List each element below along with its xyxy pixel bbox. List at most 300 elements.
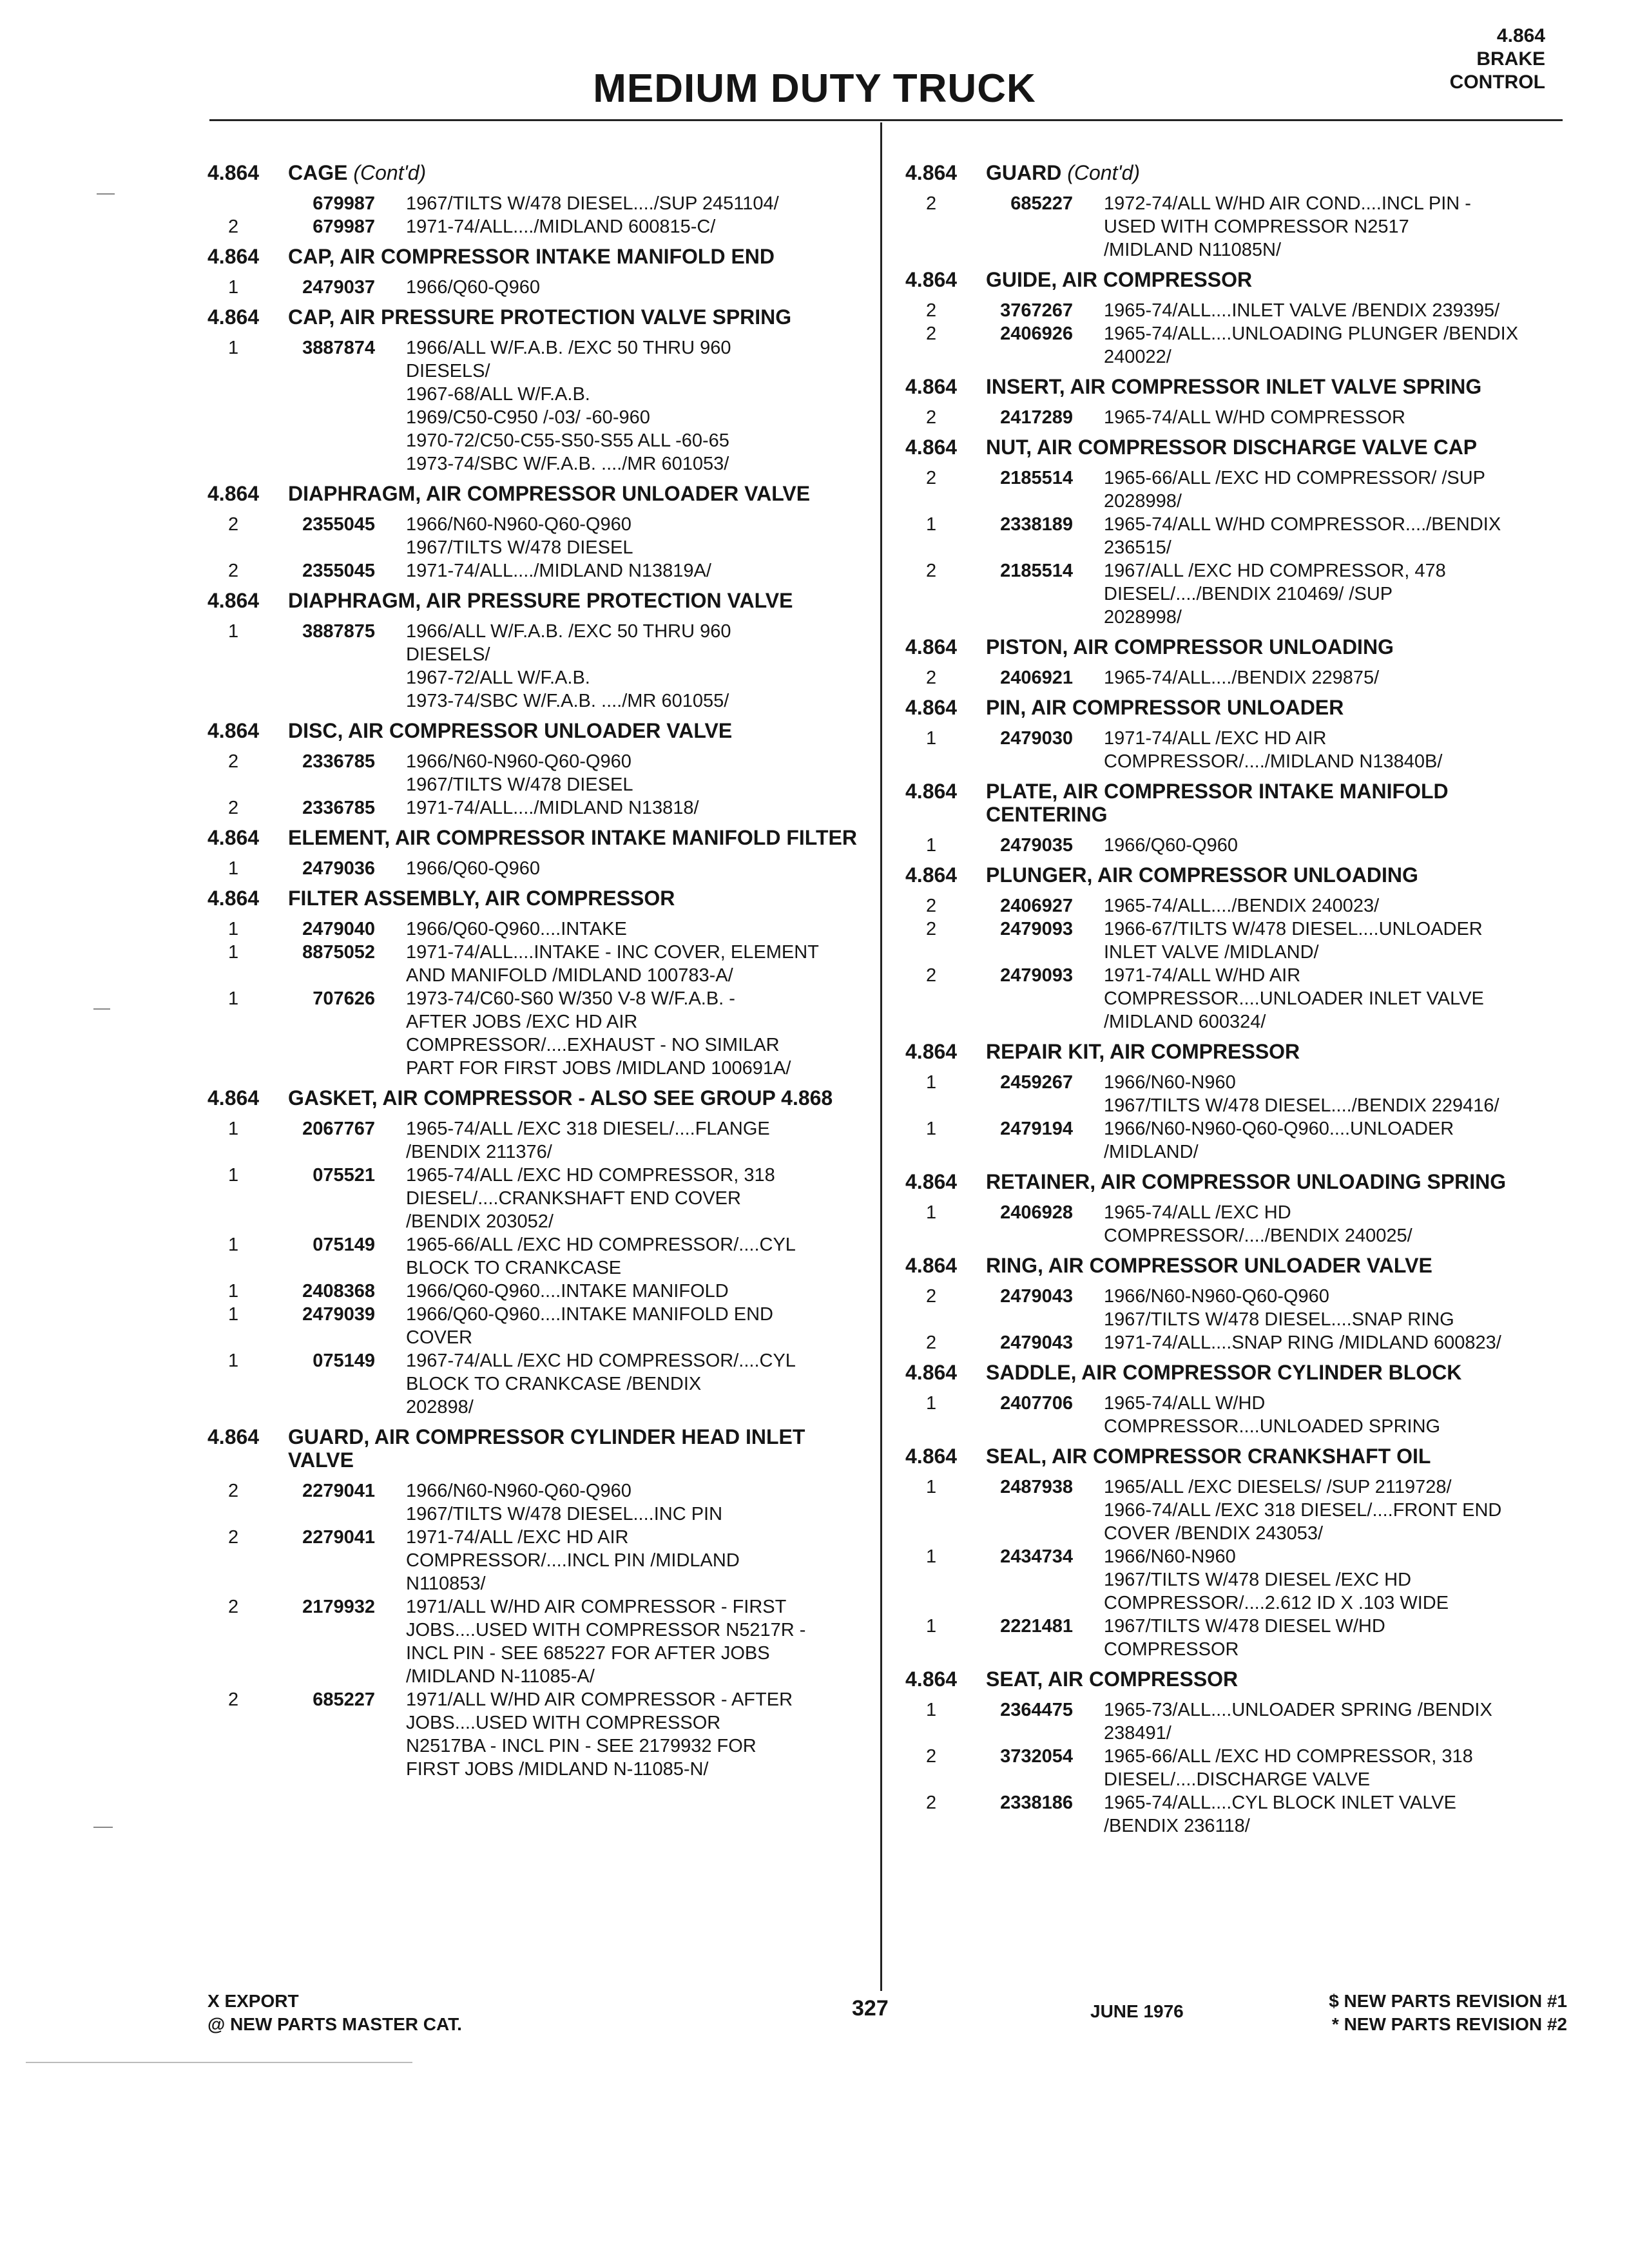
part-number: 2355045 xyxy=(302,514,375,535)
part-description: 1965-74/ALL..../BENDIX 240023/ xyxy=(1104,896,1380,916)
part-quantity: 1 xyxy=(926,1119,937,1139)
group-number: 4.864 xyxy=(207,161,260,184)
catalog-entry xyxy=(905,863,1563,1033)
part-number: 2406928 xyxy=(1000,1202,1073,1223)
part-row xyxy=(207,796,865,820)
part-quantity: 1 xyxy=(926,514,937,535)
part-quantity: 1 xyxy=(228,277,239,298)
part-number: 2336785 xyxy=(302,751,375,772)
part-description: 1965-66/ALL /EXC HD COMPRESSOR/ /SUP 2028998/ xyxy=(1104,468,1486,512)
part-description: 1965/ALL /EXC DIESELS/ /SUP 2119728/ 1966-74/ALL /EXC 318 DIESEL/....FRONT END COVER /BENDIX 243053/ xyxy=(1104,1477,1502,1544)
part-number: 2067767 xyxy=(302,1119,375,1139)
entry-heading xyxy=(905,375,1563,398)
group-number: 4.864 xyxy=(207,1086,260,1110)
part-row xyxy=(207,1164,865,1233)
part-quantity: 1 xyxy=(228,1350,239,1371)
entry-heading xyxy=(207,161,865,184)
part-description: 1965-74/ALL /EXC HD COMPRESSOR/..../BENDIX 240025/ xyxy=(1104,1202,1412,1246)
part-row xyxy=(905,894,1563,918)
part-description: 1971-74/ALL....SNAP RING /MIDLAND 600823/ xyxy=(1104,1332,1501,1353)
entry-title-wrap xyxy=(986,780,1563,826)
part-quantity: 2 xyxy=(926,668,937,688)
entry-heading xyxy=(905,436,1563,459)
part-quantity: 1 xyxy=(228,1281,239,1302)
part-quantity: 2 xyxy=(228,216,239,237)
part-row xyxy=(905,1475,1563,1545)
part-quantity: 1 xyxy=(926,1072,937,1093)
part-row xyxy=(207,1233,865,1280)
part-description: 1965-74/ALL W/HD COMPRESSOR xyxy=(1104,407,1405,428)
part-description: 1971-74/ALL /EXC HD AIR COMPRESSOR/..../MIDLAND N13840B/ xyxy=(1104,728,1443,772)
entry-title: CAP, AIR PRESSURE PROTECTION VALVE SPRING xyxy=(288,305,792,329)
catalog-entry xyxy=(207,161,865,238)
part-quantity: 1 xyxy=(926,728,937,749)
part-number: 2279041 xyxy=(302,1481,375,1501)
part-quantity: 2 xyxy=(926,300,937,321)
part-quantity: 1 xyxy=(228,1235,239,1255)
entry-title: REPAIR KIT, AIR COMPRESSOR xyxy=(986,1040,1300,1063)
entry-title: PLATE, AIR COMPRESSOR INTAKE MANIFOLD CENTERING xyxy=(986,780,1449,826)
part-description: 1973-74/C60-S60 W/350 V-8 W/F.A.B. - AFTER JOBS /EXC HD AIR COMPRESSOR/....EXHAUST - NO SIMILAR PART FOR FIRST JOBS /MIDLAND 100691A/ xyxy=(406,988,791,1079)
part-number: 2434734 xyxy=(1000,1546,1073,1567)
entry-title: GUIDE, AIR COMPRESSOR xyxy=(986,268,1253,291)
part-number: 2479036 xyxy=(302,858,375,879)
part-description: 1966-67/TILTS W/478 DIESEL....UNLOADER INLET VALVE /MIDLAND/ xyxy=(1104,919,1483,963)
entry-title: NUT, AIR COMPRESSOR DISCHARGE VALVE CAP xyxy=(986,436,1478,459)
left-column xyxy=(207,161,865,1787)
part-row xyxy=(905,322,1563,369)
part-number: 2406927 xyxy=(1000,896,1073,916)
catalog-entry xyxy=(207,1425,865,1781)
part-number: 2185514 xyxy=(1000,561,1073,581)
part-row xyxy=(905,964,1563,1033)
part-quantity: 2 xyxy=(926,1332,937,1353)
part-number: 2479037 xyxy=(302,277,375,298)
revision-2-note: * NEW PARTS REVISION #2 xyxy=(1331,2014,1567,2034)
part-quantity: 2 xyxy=(228,751,239,772)
part-description: 1966/N60-N960 1967/TILTS W/478 DIESEL /EXC HD COMPRESSOR/....2.612 ID X .103 WIDE xyxy=(1104,1546,1449,1613)
part-row xyxy=(207,336,865,476)
part-description: 1965-74/ALL....CYL BLOCK INLET VALVE /BENDIX 236118/ xyxy=(1104,1792,1456,1836)
entry-title: SADDLE, AIR COMPRESSOR CYLINDER BLOCK xyxy=(986,1361,1462,1384)
entry-title: GUARD xyxy=(986,161,1062,184)
entry-title-wrap xyxy=(986,696,1563,719)
revision-1-note: $ NEW PARTS REVISION #1 xyxy=(1329,1991,1567,2011)
entry-heading xyxy=(905,696,1563,719)
catalog-entry xyxy=(207,826,865,880)
entry-title-wrap xyxy=(288,161,865,184)
entry-title-wrap xyxy=(986,1254,1563,1277)
group-number: 4.864 xyxy=(905,696,958,719)
part-description: 1971-74/ALL W/HD AIR COMPRESSOR....UNLOADER INLET VALVE /MIDLAND 600324/ xyxy=(1104,965,1484,1032)
entry-heading xyxy=(905,863,1563,887)
part-description: 1966/Q60-Q960 xyxy=(406,277,540,298)
part-number: 2406926 xyxy=(1000,323,1073,344)
entry-title-wrap xyxy=(986,635,1563,658)
part-number: 707626 xyxy=(313,988,375,1009)
part-number: 2479040 xyxy=(302,919,375,939)
part-number: 3732054 xyxy=(1000,1746,1073,1767)
part-description: 1965-66/ALL /EXC HD COMPRESSOR/....CYL BLOCK TO CRANKCASE xyxy=(406,1235,796,1278)
part-row xyxy=(207,559,865,582)
entry-heading xyxy=(207,887,865,910)
entry-heading xyxy=(207,305,865,329)
part-row xyxy=(207,1280,865,1303)
part-description: 1966/Q60-Q960....INTAKE MANIFOLD END COVER xyxy=(406,1304,773,1348)
part-description: 1965-74/ALL....UNLOADING PLUNGER /BENDIX 240022/ xyxy=(1104,323,1519,367)
group-number: 4.864 xyxy=(207,589,260,612)
catalog-entry xyxy=(905,696,1563,773)
part-description: 1965-74/ALL W/HD COMPRESSOR..../BENDIX 236515/ xyxy=(1104,514,1501,558)
part-number: 2479194 xyxy=(1000,1119,1073,1139)
part-quantity: 1 xyxy=(228,919,239,939)
part-row xyxy=(905,666,1563,689)
group-number: 4.864 xyxy=(207,1425,260,1448)
part-description: 1966/Q60-Q960....INTAKE xyxy=(406,919,627,939)
page-footer xyxy=(207,1990,1567,2041)
part-quantity: 2 xyxy=(926,965,937,986)
part-number: 2417289 xyxy=(1000,407,1073,428)
part-number: 679987 xyxy=(313,216,375,237)
group-number: 4.864 xyxy=(207,887,260,910)
part-number: 2338189 xyxy=(1000,514,1073,535)
part-description: 1966/ALL W/F.A.B. /EXC 50 THRU 960 DIESELS/ 1967-68/ALL W/F.A.B. 1969/C50-C950 /-03/ -60-960 1970-72/C50-C55-S50-S55 ALL -60-65 1973-74/SBC W/F.A.B. ..../MR 601053/ xyxy=(406,338,731,474)
part-quantity: 2 xyxy=(926,1746,937,1767)
part-description: 1966/N60-N960-Q60-Q960 1967/TILTS W/478 DIESEL xyxy=(406,514,633,558)
catalog-entry xyxy=(207,719,865,820)
part-description: 1965-74/ALL W/HD COMPRESSOR....UNLOADED SPRING xyxy=(1104,1393,1441,1437)
part-row xyxy=(207,620,865,713)
part-row xyxy=(905,1392,1563,1438)
part-row xyxy=(905,1745,1563,1791)
entry-title-wrap xyxy=(288,305,865,329)
entry-title-wrap xyxy=(288,719,865,742)
entry-title: SEAL, AIR COMPRESSOR CRANKSHAFT OIL xyxy=(986,1445,1431,1468)
entry-title: ELEMENT, AIR COMPRESSOR INTAKE MANIFOLD FILTER xyxy=(288,826,857,849)
entry-title-wrap xyxy=(986,1361,1563,1384)
part-quantity: 1 xyxy=(926,1393,937,1414)
entry-heading xyxy=(905,1254,1563,1277)
entry-title-wrap xyxy=(986,1170,1563,1193)
part-number: 685227 xyxy=(313,1689,375,1710)
part-row xyxy=(905,559,1563,629)
catalog-entry xyxy=(207,245,865,299)
part-number: 2279041 xyxy=(302,1527,375,1548)
entry-heading xyxy=(207,1425,865,1472)
part-number: 2479035 xyxy=(1000,835,1073,856)
part-number: 3767267 xyxy=(1000,300,1073,321)
part-quantity: 1 xyxy=(926,1477,937,1497)
part-description: 1971/ALL W/HD AIR COMPRESSOR - FIRST JOBS....USED WITH COMPRESSOR N5217R - INCL PIN - SEE 685227 FOR AFTER JOBS /MIDLAND N-11085-A/ xyxy=(406,1597,806,1687)
entry-title: RING, AIR COMPRESSOR UNLOADER VALVE xyxy=(986,1254,1432,1277)
part-row xyxy=(207,276,865,299)
part-quantity: 2 xyxy=(926,468,937,488)
part-number: 2408368 xyxy=(302,1281,375,1302)
entry-title-wrap xyxy=(986,268,1563,291)
entry-title-wrap xyxy=(986,436,1563,459)
part-number: 075149 xyxy=(313,1350,375,1371)
part-number: 2185514 xyxy=(1000,468,1073,488)
part-number: 2221481 xyxy=(1000,1616,1073,1637)
entry-title: CAP, AIR COMPRESSOR INTAKE MANIFOLD END xyxy=(288,245,775,268)
entry-heading xyxy=(207,826,865,849)
publication-date: JUNE 1976 xyxy=(1090,2001,1184,2021)
entry-heading xyxy=(207,719,865,742)
group-number: 4.864 xyxy=(905,780,958,803)
part-description: 1965-74/ALL....INLET VALVE /BENDIX 239395/ xyxy=(1104,300,1500,321)
entry-title: INSERT, AIR COMPRESSOR INLET VALVE SPRING xyxy=(986,375,1482,398)
part-description: 1966/N60-N960-Q60-Q960 1967/TILTS W/478 DIESEL....INC PIN xyxy=(406,1481,723,1524)
part-quantity: 1 xyxy=(926,835,937,856)
part-quantity: 2 xyxy=(926,323,937,344)
group-number: 4.864 xyxy=(905,1667,958,1691)
part-quantity: 1 xyxy=(228,988,239,1009)
part-description: 1966/N60-N960-Q60-Q960....UNLOADER /MIDLAND/ xyxy=(1104,1119,1454,1162)
catalog-entry xyxy=(207,305,865,476)
part-quantity: 2 xyxy=(228,1689,239,1710)
part-number: 2487938 xyxy=(1000,1477,1073,1497)
scan-artifact xyxy=(93,1008,110,1010)
part-quantity: 1 xyxy=(228,1119,239,1139)
part-row xyxy=(207,941,865,987)
legend-master-cat: @ NEW PARTS MASTER CAT. xyxy=(207,2014,462,2034)
entry-heading xyxy=(905,1445,1563,1468)
part-row xyxy=(905,1331,1563,1354)
catalog-entry xyxy=(207,482,865,582)
part-row xyxy=(207,987,865,1080)
header-divider xyxy=(209,119,1563,121)
entry-title-wrap xyxy=(288,245,865,268)
entry-title: SEAT, AIR COMPRESSOR xyxy=(986,1667,1239,1691)
part-description: 1966/N60-N960-Q60-Q960 1967/TILTS W/478 DIESEL xyxy=(406,751,633,795)
group-number: 4.864 xyxy=(905,1254,958,1277)
part-quantity: 1 xyxy=(228,338,239,358)
part-row xyxy=(905,1791,1563,1838)
catalog-entry xyxy=(905,780,1563,857)
entry-title: DISC, AIR COMPRESSOR UNLOADER VALVE xyxy=(288,719,733,742)
footer-legend xyxy=(207,1990,462,2036)
part-number: 075149 xyxy=(313,1235,375,1255)
entry-heading xyxy=(905,268,1563,291)
continued-marker: (Cont'd) xyxy=(1067,161,1141,184)
part-number: 3887874 xyxy=(302,338,375,358)
entry-heading xyxy=(905,1667,1563,1691)
part-row xyxy=(905,918,1563,964)
entry-title: GASKET, AIR COMPRESSOR - ALSO SEE GROUP 4.868 xyxy=(288,1086,833,1110)
part-number: 8875052 xyxy=(302,942,375,963)
page-title: MEDIUM DUTY TRUCK xyxy=(593,66,1036,111)
part-description: 1966/Q60-Q960 xyxy=(406,858,540,879)
entry-heading xyxy=(207,482,865,505)
part-number: 2407706 xyxy=(1000,1393,1073,1414)
group-number: 4.864 xyxy=(905,1170,958,1193)
catalog-entry xyxy=(905,436,1563,629)
part-quantity: 2 xyxy=(228,1527,239,1548)
part-row xyxy=(207,215,865,238)
part-quantity: 2 xyxy=(228,561,239,581)
part-number: 3887875 xyxy=(302,621,375,642)
part-quantity: 2 xyxy=(228,1597,239,1617)
part-description: 1965-74/ALL..../BENDIX 229875/ xyxy=(1104,668,1380,688)
part-quantity: 2 xyxy=(228,798,239,818)
page-number: 327 xyxy=(852,1996,889,2021)
part-number: 2479093 xyxy=(1000,965,1073,986)
part-quantity: 2 xyxy=(926,919,937,939)
part-row xyxy=(207,1526,865,1595)
part-quantity: 1 xyxy=(926,1700,937,1720)
continued-marker: (Cont'd) xyxy=(353,161,427,184)
catalog-entry xyxy=(905,1040,1563,1164)
entry-title-wrap xyxy=(986,1040,1563,1063)
group-number: 4.864 xyxy=(905,436,958,459)
part-number: 2479043 xyxy=(1000,1332,1073,1353)
part-description: 1967/TILTS W/478 DIESEL W/HD COMPRESSOR xyxy=(1104,1616,1385,1660)
entry-title: GUARD, AIR COMPRESSOR CYLINDER HEAD INLET VALVE xyxy=(288,1425,805,1472)
part-row xyxy=(905,834,1563,857)
entry-title-wrap xyxy=(986,1445,1563,1468)
part-quantity: 2 xyxy=(228,1481,239,1501)
part-row xyxy=(905,1117,1563,1164)
catalog-entry xyxy=(905,161,1563,262)
part-number: 2336785 xyxy=(302,798,375,818)
part-description: 1967/ALL /EXC HD COMPRESSOR, 478 DIESEL/..../BENDIX 210469/ /SUP 2028998/ xyxy=(1104,561,1446,628)
part-row xyxy=(207,1349,865,1419)
catalog-entry xyxy=(207,1086,865,1419)
part-row xyxy=(207,1117,865,1164)
entry-title-wrap xyxy=(986,375,1563,398)
entry-title: PLUNGER, AIR COMPRESSOR UNLOADING xyxy=(986,863,1418,887)
part-row xyxy=(905,1615,1563,1661)
entry-title-wrap xyxy=(288,482,865,505)
part-row xyxy=(905,406,1563,429)
entry-title-wrap xyxy=(288,1086,865,1110)
part-number: 075521 xyxy=(313,1165,375,1186)
part-quantity: 2 xyxy=(926,561,937,581)
section-number: 4.864 xyxy=(1496,25,1545,46)
entry-title: DIAPHRAGM, AIR PRESSURE PROTECTION VALVE xyxy=(288,589,793,612)
part-row xyxy=(207,1688,865,1781)
part-row xyxy=(207,513,865,559)
part-quantity: 1 xyxy=(926,1546,937,1567)
part-quantity: 2 xyxy=(926,896,937,916)
part-row xyxy=(207,857,865,880)
part-quantity xyxy=(207,192,259,215)
entry-title: RETAINER, AIR COMPRESSOR UNLOADING SPRING xyxy=(986,1170,1507,1193)
catalog-entry xyxy=(905,1170,1563,1247)
catalog-entry xyxy=(207,887,865,1080)
part-quantity: 2 xyxy=(926,407,937,428)
part-row xyxy=(905,1071,1563,1117)
part-description: 1965-73/ALL....UNLOADER SPRING /BENDIX 238491/ xyxy=(1104,1700,1492,1744)
part-number: 2479030 xyxy=(1000,728,1073,749)
part-description: 1966/Q60-Q960....INTAKE MANIFOLD xyxy=(406,1281,729,1302)
entry-heading xyxy=(905,1170,1563,1193)
entry-title: FILTER ASSEMBLY, AIR COMPRESSOR xyxy=(288,887,675,910)
part-row xyxy=(207,192,865,215)
part-description: 1971-74/ALL..../MIDLAND N13819A/ xyxy=(406,561,711,581)
entry-heading xyxy=(905,1361,1563,1384)
catalog-entry xyxy=(207,589,865,713)
part-quantity: 2 xyxy=(228,514,239,535)
part-number: 2479093 xyxy=(1000,919,1073,939)
group-number: 4.864 xyxy=(905,375,958,398)
entry-heading xyxy=(905,161,1563,184)
entry-title-wrap xyxy=(288,589,865,612)
scan-artifact xyxy=(93,1827,113,1828)
entry-heading xyxy=(905,1040,1563,1063)
catalog-entry xyxy=(905,1667,1563,1838)
group-number: 4.864 xyxy=(207,245,260,268)
part-row xyxy=(905,1698,1563,1745)
group-number: 4.864 xyxy=(905,863,958,887)
part-row xyxy=(207,1479,865,1526)
part-quantity: 1 xyxy=(228,858,239,879)
group-number: 4.864 xyxy=(905,161,958,184)
entry-heading xyxy=(207,1086,865,1110)
part-number: 2479043 xyxy=(1000,1286,1073,1307)
entry-heading xyxy=(905,635,1563,658)
part-description: 1967-74/ALL /EXC HD COMPRESSOR/....CYL BLOCK TO CRANKCASE /BENDIX 202898/ xyxy=(406,1350,796,1418)
part-description: 1971-74/ALL..../MIDLAND 600815-C/ xyxy=(406,216,716,237)
part-number: 2364475 xyxy=(1000,1700,1073,1720)
part-row xyxy=(905,513,1563,559)
section-name-line-1: BRAKE xyxy=(1476,48,1545,70)
part-row xyxy=(207,1303,865,1349)
part-quantity: 1 xyxy=(228,942,239,963)
part-number: 2179932 xyxy=(302,1597,375,1617)
scan-artifact xyxy=(26,2062,412,2063)
part-number: 2355045 xyxy=(302,561,375,581)
part-row xyxy=(207,918,865,941)
entry-heading xyxy=(207,589,865,612)
catalog-entry xyxy=(905,1445,1563,1661)
entry-title-wrap xyxy=(986,863,1563,887)
part-description: 1967/TILTS W/478 DIESEL..../SUP 2451104/ xyxy=(406,193,779,214)
part-number: 2459267 xyxy=(1000,1072,1073,1093)
entry-title: PISTON, AIR COMPRESSOR UNLOADING xyxy=(986,635,1394,658)
part-description: 1972-74/ALL W/HD AIR COND....INCL PIN - USED WITH COMPRESSOR N2517 /MIDLAND N11085N/ xyxy=(1104,193,1471,260)
entry-heading xyxy=(207,245,865,268)
catalog-entry xyxy=(905,1254,1563,1354)
part-row xyxy=(905,1545,1563,1615)
part-number: 685227 xyxy=(1010,193,1073,214)
part-description: 1966/ALL W/F.A.B. /EXC 50 THRU 960 DIESELS/ 1967-72/ALL W/F.A.B. 1973-74/SBC W/F.A.B. ..../MR 601055/ xyxy=(406,621,731,711)
part-description: 1966/Q60-Q960 xyxy=(1104,835,1238,856)
entry-title-wrap xyxy=(288,1425,865,1472)
part-number: 2479039 xyxy=(302,1304,375,1325)
entry-title-wrap xyxy=(288,826,865,849)
part-row xyxy=(207,1595,865,1688)
part-description: 1966/N60-N960 1967/TILTS W/478 DIESEL..../BENDIX 229416/ xyxy=(1104,1072,1499,1116)
part-number: 2406921 xyxy=(1000,668,1073,688)
group-number: 4.864 xyxy=(905,1361,958,1384)
part-row xyxy=(207,750,865,796)
group-number: 4.864 xyxy=(207,719,260,742)
part-quantity: 1 xyxy=(228,1304,239,1325)
part-description: 1971/ALL W/HD AIR COMPRESSOR - AFTER JOBS....USED WITH COMPRESSOR N2517BA - INCL PIN - SEE 2179932 FOR FIRST JOBS /MIDLAND N-11085-N/ xyxy=(406,1689,793,1780)
part-row xyxy=(905,299,1563,322)
entry-title-wrap xyxy=(986,161,1563,184)
part-row xyxy=(905,727,1563,773)
part-quantity: 2 xyxy=(926,1792,937,1813)
entry-heading xyxy=(905,780,1563,826)
part-quantity: 1 xyxy=(926,1202,937,1223)
part-quantity: 1 xyxy=(228,621,239,642)
column-divider xyxy=(880,122,882,1991)
entry-title-wrap xyxy=(288,887,865,910)
legend-export: X EXPORT xyxy=(207,1991,299,2011)
catalog-entry xyxy=(905,1361,1563,1438)
